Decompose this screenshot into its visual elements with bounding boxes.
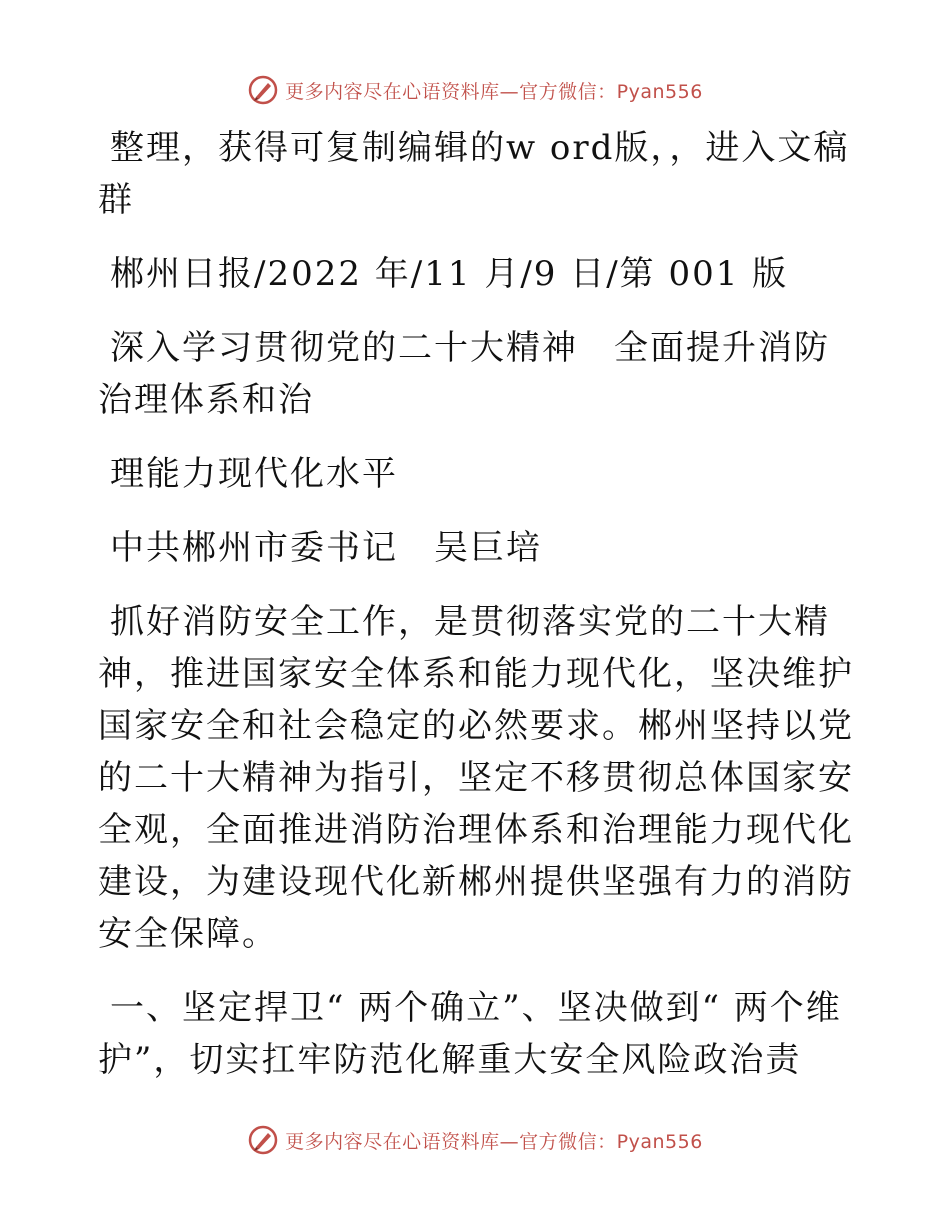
paragraph-body: 抓好消防安全工作，是贯彻落实党的二十大精神，推进国家安全体系和能力现代化，坚决维护国家安全和社会稳定的必然要求。郴州坚持以党的二十大精神为指引，坚定不移贯彻总体国家安全观，全面推进消防治理体系和治理能力现代化建设，为建设现代化新郴州提供坚强有力的消防安全保障。	[98, 602, 854, 954]
document-body	[98, 118, 858, 1086]
paragraph-source: 郴州日报/2022 年/11 月/9 日/第 001 版	[110, 254, 789, 294]
paragraph-title-line2: 理能力现代化水平	[110, 454, 398, 494]
paragraph-title-line1: 深入学习贯彻党的二十大精神 全面提升消防治理体系和治	[98, 328, 830, 420]
paragraph-intro: 整理，获得可复制编辑的w ord版，，进入文稿群	[98, 128, 850, 220]
watermark-header	[0, 70, 950, 110]
watermark-footer	[0, 1120, 950, 1160]
pen-logo-icon	[247, 1124, 279, 1156]
paragraph-author: 中共郴州市委书记 吴巨培	[110, 528, 542, 568]
paragraph-section-one: 一、坚定捍卫“ 两个确立”、坚决做到“ 两个维护”，切实扛牢防范化解重大安全风险政治责	[98, 988, 842, 1080]
pen-logo-icon	[247, 74, 279, 106]
watermark-text: 更多内容尽在心语资料库—官方微信：Pyan556	[285, 80, 703, 103]
watermark-text: 更多内容尽在心语资料库—官方微信：Pyan556	[285, 1130, 703, 1153]
